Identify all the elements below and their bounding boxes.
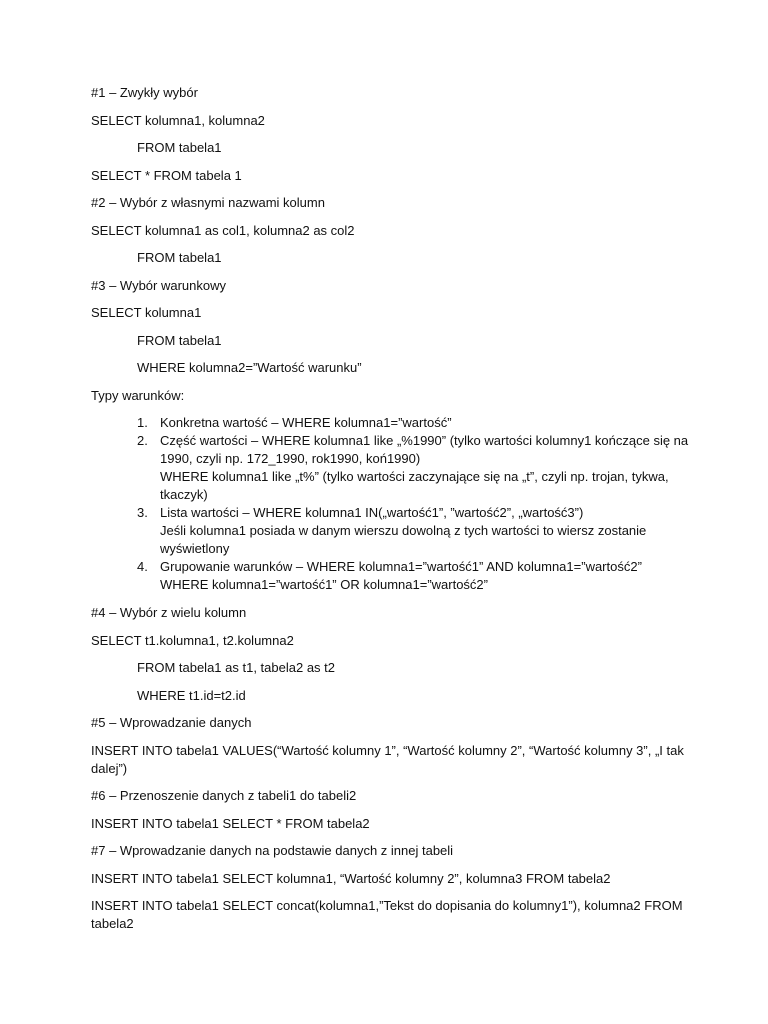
list-item [91, 432, 691, 504]
code-line: INSERT INTO tabela1 VALUES(“Wartość kolumny 1”, “Wartość kolumny 2”, “Wartość kolumny 3”, „I tak dalej”) [91, 742, 684, 776]
code-line: INSERT INTO tabela1 SELECT concat(kolumna1,”Tekst do dopisania do kolumny1”), kolumna2 FROM tabela2 [91, 898, 683, 931]
list-item-text: Część wartości – WHERE kolumna1 like „%1990” (tylko wartości kolumny1 kończące się na 1990, czyli np. 172_1990, rok1990, koń1990) [160, 433, 689, 466]
condition-types-list [91, 414, 691, 594]
list-item-text: Konkretna wartość – WHERE kolumna1=”wartość” [160, 415, 452, 430]
list-item [91, 504, 691, 558]
code-line: WHERE kolumna2=”Wartość warunku” [137, 360, 362, 375]
code-line: SELECT kolumna1, kolumna2 [91, 112, 265, 128]
list-item-text: WHERE kolumna1=”wartość1” OR kolumna1=”wartość2” [160, 577, 488, 592]
code-line: SELECT t1.kolumna1, t2.kolumna2 [91, 632, 294, 648]
section-3-heading: #3 – Wybór warunkowy [91, 277, 226, 293]
list-item [91, 558, 691, 594]
list-item-number: 2. [137, 433, 148, 448]
code-line: FROM tabela1 [137, 250, 222, 265]
document-page [91, 84, 691, 943]
list-item-text: Grupowanie warunków – WHERE kolumna1=”wartość1” AND kolumna1=”wartość2” [160, 559, 642, 574]
code-line: SELECT kolumna1 as col1, kolumna2 as col2 [91, 222, 355, 238]
section-6-heading: #6 – Przenoszenie danych z tabeli1 do tabeli2 [91, 788, 357, 803]
list-item-number: 4. [137, 559, 148, 574]
section-4-heading: #4 – Wybór z wielu kolumn [91, 605, 247, 620]
section-7-heading: #7 – Wprowadzanie danych na podstawie danych z innej tabeli [91, 843, 454, 858]
list-item [91, 414, 691, 432]
section-5-heading: #5 – Wprowadzanie danych [91, 715, 252, 730]
section-2-heading: #2 – Wybór z własnymi nazwami kolumn [91, 195, 325, 210]
code-line: SELECT * FROM tabela 1 [91, 167, 242, 183]
list-item-text: Lista wartości – WHERE kolumna1 IN(„wartość1”, ”wartość2”, „wartość3”) [160, 505, 584, 520]
code-line: INSERT INTO tabela1 SELECT kolumna1, “Wartość kolumny 2”, kolumna3 FROM tabela2 [91, 870, 611, 886]
code-line: FROM tabela1 [137, 140, 222, 155]
code-line: WHERE t1.id=t2.id [137, 687, 246, 703]
list-item-number: 3. [137, 505, 148, 520]
section-1-heading: #1 – Zwykły wybór [91, 85, 198, 100]
code-line: SELECT kolumna1 [91, 305, 202, 320]
code-line: FROM tabela1 [137, 332, 222, 348]
code-line: INSERT INTO tabela1 SELECT * FROM tabela2 [91, 815, 370, 831]
list-item-text: Jeśli kolumna1 posiada w danym wierszu dowolną z tych wartości to wiersz zostanie wyświetlony [160, 523, 647, 556]
code-line: FROM tabela1 as t1, tabela2 as t2 [137, 660, 335, 675]
list-item-text: WHERE kolumna1 like „t%” (tylko wartości zaczynające się na „t”, czyli np. trojan, tykwa, tkaczyk) [160, 469, 669, 502]
condition-types-heading: Typy warunków: [91, 387, 185, 403]
list-item-number: 1. [137, 415, 148, 430]
